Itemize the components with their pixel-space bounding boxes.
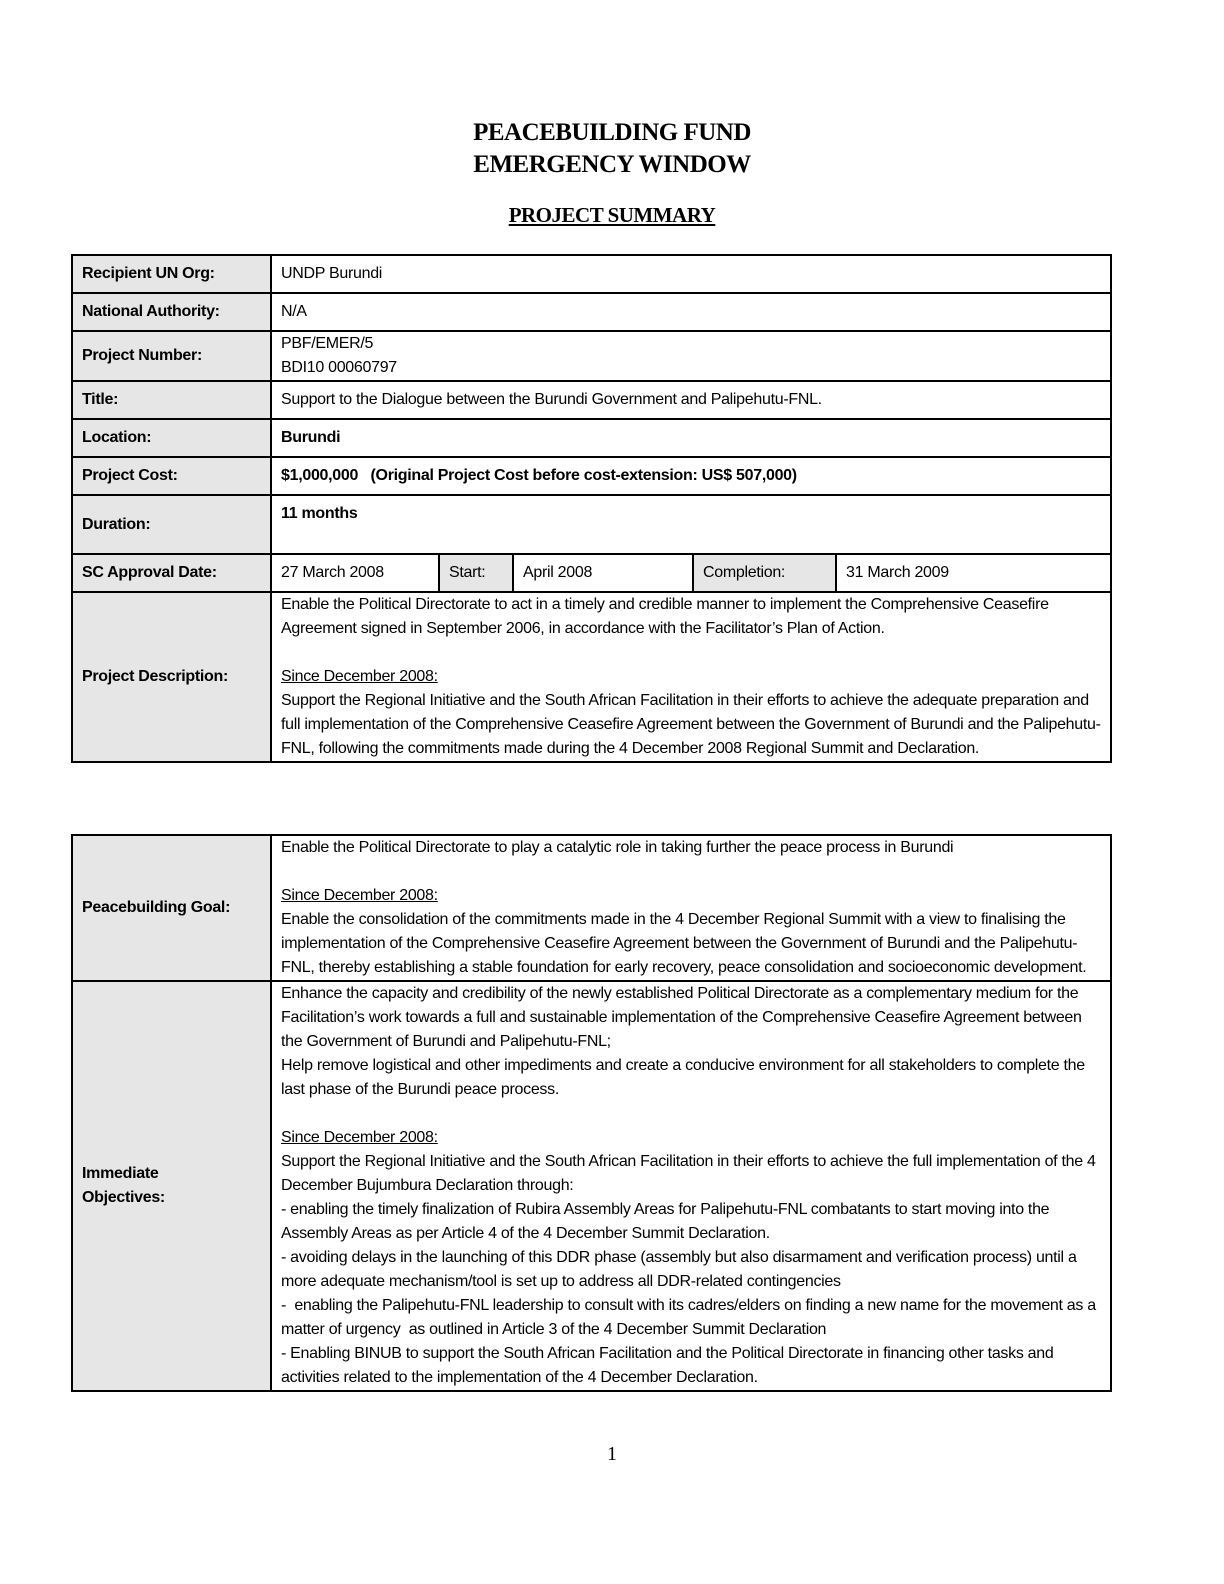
goal-paragraph-1: Enable the Political Directorate to play a catalytic role in taking further the peace process in Burundi (281, 839, 954, 856)
objectives-paragraph-1: Enhance the capacity and credibility of the newly established Political Directorate as a complementary medium for the Facilitation’s work towards a full and sustainable implementation of the Comprehensive Ceasefire Agreement between the Government of Burundi and Palipehutu-FNL; (281, 985, 1082, 1050)
objectives-paragraph-2: Support the Regional Initiative and the South African Facilitation in their efforts to achieve the full implementation of the 4 December Bujumbura Declaration through: (281, 1153, 1096, 1194)
row-cost (72, 457, 1111, 495)
approval-date-value: 27 March 2008 (271, 554, 439, 592)
document-title-line1: PEACEBUILDING FUND (473, 119, 751, 146)
description-label: Project Description: (72, 592, 271, 762)
project-number-value (271, 331, 1111, 381)
goal-paragraph-2: Enable the consolidation of the commitments made in the 4 December Regional Summit with a view to finalising the implementation of the Comprehensive Ceasefire Agreement between the Government of Burundi and the Palipehutu-FNL, thereby establishing a stable foundation for early recovery, peace consolidation and socioeconomic development. (281, 911, 1087, 976)
description-since-heading: Since December 2008: (281, 668, 438, 685)
cost-value: $1,000,000 (Original Project Cost before cost-extension: US$ 507,000) (271, 457, 1111, 495)
row-project-number (72, 331, 1111, 381)
project-number-line1: PBF/EMER/5 (281, 335, 374, 352)
row-description (72, 592, 1111, 762)
row-dates (72, 554, 1111, 592)
description-value (271, 592, 1111, 762)
objectives-label-line1: Immediate (82, 1165, 159, 1182)
goals-objectives-table (71, 834, 1112, 1392)
project-number-label: Project Number: (72, 331, 271, 381)
objectives-label (72, 981, 271, 1391)
goal-since-heading: Since December 2008: (281, 887, 438, 904)
description-paragraph-2: Support the Regional Initiative and the South African Facilitation in their efforts to achieve the adequate preparation and full implementation of the Comprehensive Ceasefire Agreement between the Government of Burundi and the Palipehutu-FNL, following the commitments made during the 4 December 2008 Regional Summit and Declaration. (281, 692, 1101, 757)
row-duration (72, 495, 1111, 554)
goal-value (271, 835, 1111, 981)
objectives-bullet: - Enabling BINUB to support the South African Facilitation and the Political Directorate in financing other tasks and activities related to the implementation of the 4 December Declaration. (281, 1345, 1054, 1386)
start-value: April 2008 (513, 554, 693, 592)
objectives-label-line2: Objectives: (82, 1189, 165, 1206)
location-label: Location: (72, 419, 271, 457)
page-number: 1 (607, 1443, 617, 1465)
authority-value: N/A (271, 293, 1111, 331)
objectives-bullet: - enabling the timely finalization of Rubira Assembly Areas for Palipehutu-FNL combatants to start moving into the Assembly Areas as per Article 4 of the 4 December Summit Declaration. (281, 1201, 1050, 1242)
project-summary-table (71, 254, 1112, 763)
start-label: Start: (439, 554, 513, 592)
row-title (72, 381, 1111, 419)
recipient-value: UNDP Burundi (271, 255, 1111, 293)
row-peacebuilding-goal (72, 835, 1111, 981)
title-label: Title: (72, 381, 271, 419)
completion-label: Completion: (693, 554, 836, 592)
recipient-label: Recipient UN Org: (72, 255, 271, 293)
cost-label: Project Cost: (72, 457, 271, 495)
description-paragraph-1: Enable the Political Directorate to act in a timely and credible manner to implement the Comprehensive Ceasefire Agreement signed in September 2006, in accordance with the Facilitator’s Plan of Action. (281, 596, 1049, 637)
duration-value: 11 months (271, 495, 1111, 554)
approval-date-label: SC Approval Date: (72, 554, 271, 592)
row-immediate-objectives (72, 981, 1111, 1391)
objectives-since-heading: Since December 2008: (281, 1129, 438, 1146)
row-location (72, 419, 1111, 457)
document-title-line2: EMERGENCY WINDOW (473, 151, 751, 178)
goal-label: Peacebuilding Goal: (72, 835, 271, 981)
project-number-line2: BDI10 00060797 (281, 359, 397, 376)
objectives-paragraph-1b: Help remove logistical and other impediments and create a conducive environment for all stakeholders to complete the last phase of the Burundi peace process. (281, 1057, 1085, 1098)
objectives-bullet: - avoiding delays in the launching of this DDR phase (assembly but also disarmament and verification process) until a more adequate mechanism/tool is set up to address all DDR-related contingencies (281, 1249, 1077, 1290)
row-authority (72, 293, 1111, 331)
title-value: Support to the Dialogue between the Burundi Government and Palipehutu-FNL. (271, 381, 1111, 419)
section-heading: PROJECT SUMMARY (508, 203, 716, 227)
objectives-value (271, 981, 1111, 1391)
row-recipient (72, 255, 1111, 293)
objectives-bullet: - enabling the Palipehutu-FNL leadership to consult with its cadres/elders on finding a new name for the movement as a matter of urgency as outlined in Article 3 of the 4 December Summit Declaration (281, 1297, 1101, 1338)
authority-label: National Authority: (72, 293, 271, 331)
duration-label: Duration: (72, 495, 271, 554)
completion-value: 31 March 2009 (836, 554, 1111, 592)
location-value: Burundi (271, 419, 1111, 457)
